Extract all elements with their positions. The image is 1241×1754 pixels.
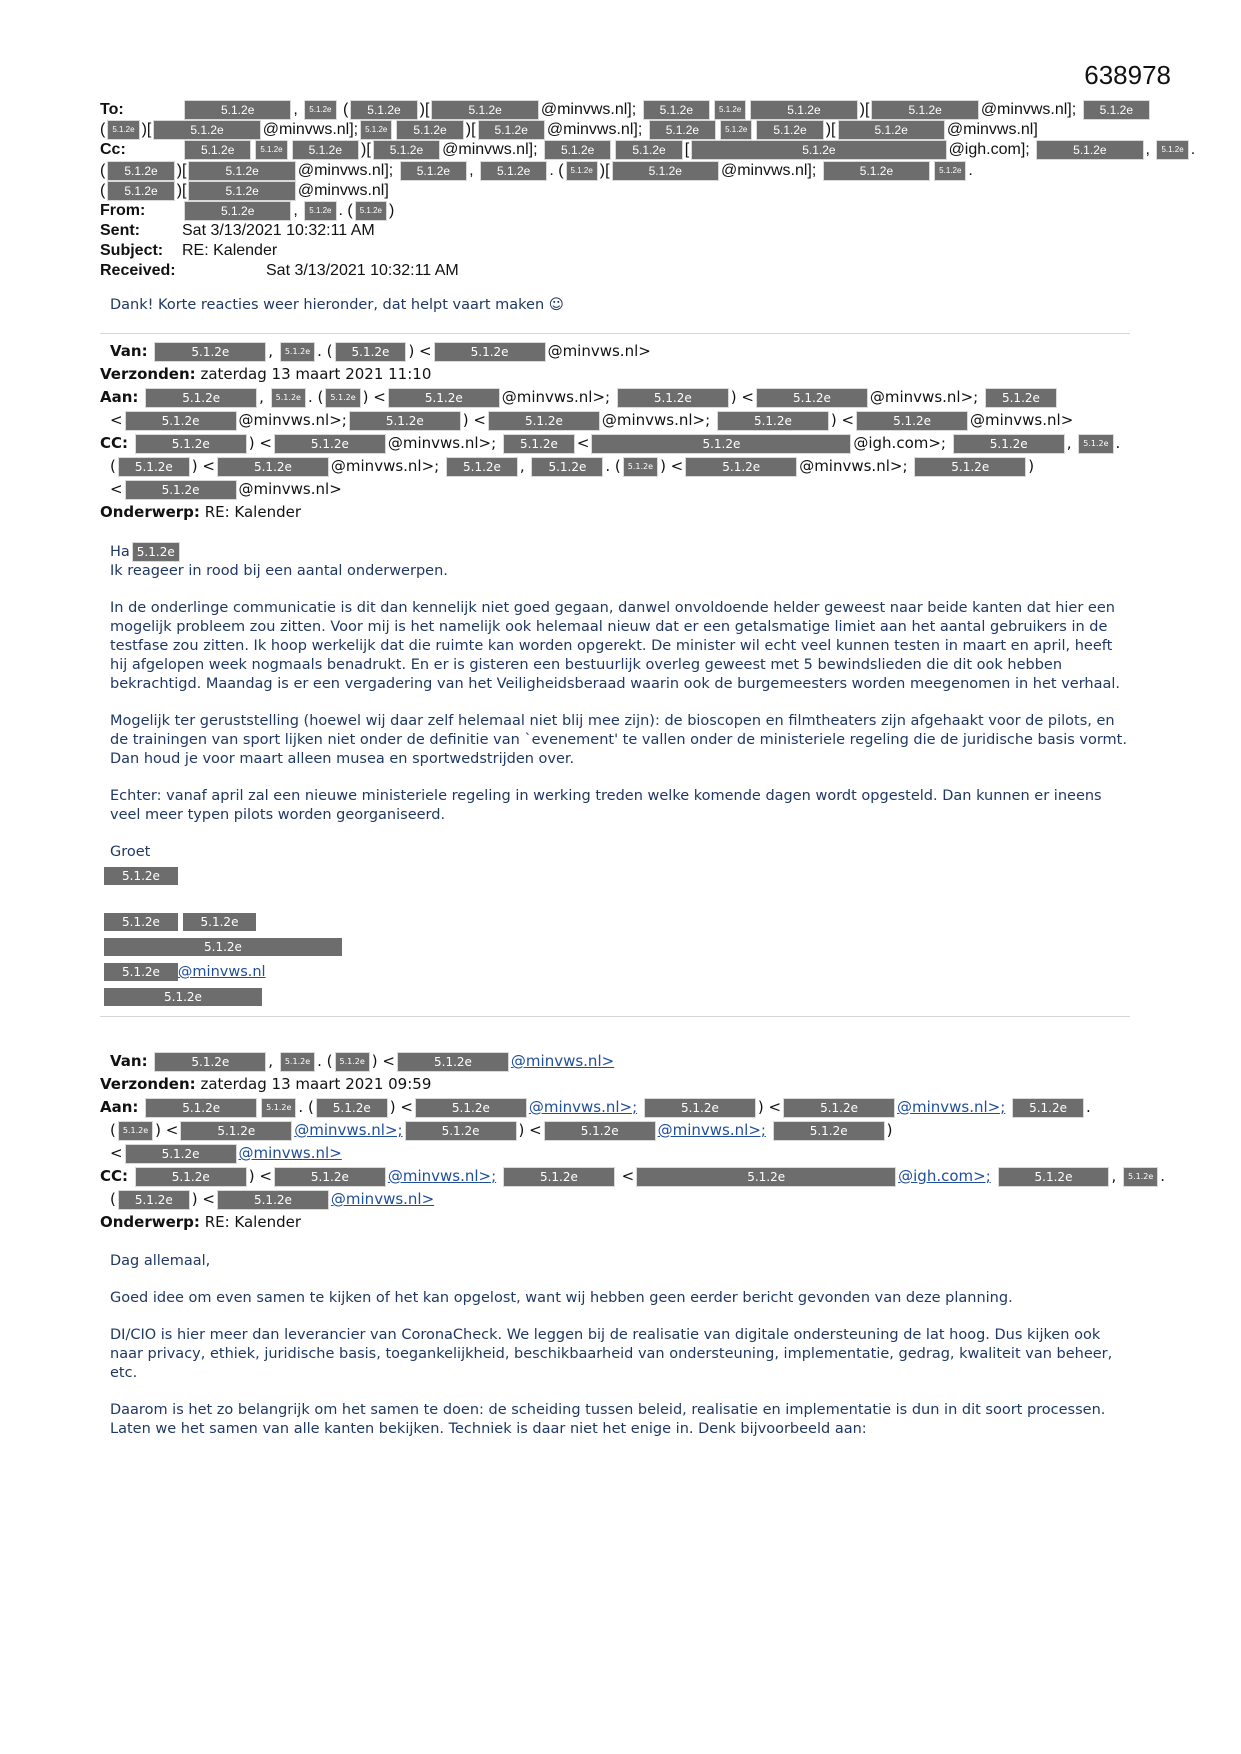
redaction-block: 5.1.2e xyxy=(184,201,291,221)
redaction-block: 5.1.2e xyxy=(104,988,262,1006)
redaction-block: 5.1.2e xyxy=(188,161,295,181)
redaction-block: 5.1.2e xyxy=(750,100,857,120)
addr-link[interactable]: @minvws.nl> xyxy=(510,1052,615,1070)
reply-body xyxy=(100,296,1130,338)
document-number: 638978 xyxy=(1084,60,1171,90)
redaction-block: 5.1.2e xyxy=(335,342,407,362)
addr-link[interactable]: @igh.com>; xyxy=(898,1167,991,1185)
redaction-block: 5.1.2e xyxy=(135,1167,247,1187)
redaction-block: 5.1.2e xyxy=(255,140,287,160)
verzonden-label: Verzonden: xyxy=(100,1075,196,1093)
redaction-block: 5.1.2e xyxy=(644,1098,756,1118)
paragraph: DI/CIO is hier meer dan leverancier van CoronaCheck. We leggen bij de realisatie van digitale ondersteuning de lat hoog. Dus kijken ook naar privacy, ethiek, juridische basis, toegankelijkheid, beschikbaarheid van ondersteuning, implementatie, gedrag, kwaliteit van beheer, etc. xyxy=(110,1327,1113,1381)
greeting: Dag allemaal, xyxy=(110,1253,211,1269)
signature xyxy=(104,865,1130,1008)
quoted-email-2 xyxy=(100,1050,1166,1457)
redaction-block: 5.1.2e xyxy=(480,161,547,181)
addr-text: @minvws.nl>; xyxy=(330,457,440,475)
redaction-block: 5.1.2e xyxy=(405,1121,517,1141)
redaction-block: 5.1.2e xyxy=(135,434,247,454)
closing: Groet xyxy=(110,844,151,860)
redaction-block: 5.1.2e xyxy=(316,1098,388,1118)
redaction-block: 5.1.2e xyxy=(773,1121,885,1141)
received-label: Received: xyxy=(100,262,176,280)
redaction-block: 5.1.2e xyxy=(274,434,386,454)
redaction-block: 5.1.2e xyxy=(107,181,174,201)
subject-row xyxy=(100,241,1120,261)
redaction-block: 5.1.2e xyxy=(145,388,257,408)
redaction-block: 5.1.2e xyxy=(636,1167,896,1187)
redaction-block: 5.1.2e xyxy=(914,457,1026,477)
domain-text: @minvws.nl] xyxy=(946,121,1038,139)
redaction-block: 5.1.2e xyxy=(415,1098,527,1118)
redaction-block: 5.1.2e xyxy=(1083,100,1150,120)
addr-text: @minvws.nl>; xyxy=(799,457,908,475)
paragraph: Goed idee om even samen te kijken of het kan opgelost, want wij hebben geen eerder bericht gevonden van deze planning. xyxy=(110,1290,1013,1306)
redaction-block: 5.1.2e xyxy=(118,1121,153,1141)
redaction-block: 5.1.2e xyxy=(685,457,797,477)
redaction-block: 5.1.2e xyxy=(107,120,139,140)
cc-label: CC: xyxy=(100,434,129,452)
addr-text: @minvws.nl> xyxy=(547,342,651,360)
from-label: From: xyxy=(100,202,146,220)
redaction-block: 5.1.2e xyxy=(104,938,342,956)
domain-text: @minvws.nl]; xyxy=(442,141,538,159)
aan-label: Aan: xyxy=(100,1098,139,1116)
redaction-block: 5.1.2e xyxy=(180,1121,292,1141)
redaction-block: 5.1.2e xyxy=(274,1167,386,1187)
redaction-block: 5.1.2e xyxy=(1078,434,1113,454)
addr-link[interactable]: @minvws.nl>; xyxy=(528,1098,638,1116)
divider xyxy=(100,333,1130,334)
verzonden-value: zaterdag 13 maart 2021 09:59 xyxy=(200,1075,432,1093)
redaction-block: 5.1.2e xyxy=(349,411,461,431)
paragraph: Ik reageer in rood bij een aantal onderwerpen. xyxy=(110,563,448,579)
redaction-block: 5.1.2e xyxy=(360,120,392,140)
redaction-block: 5.1.2e xyxy=(304,201,336,221)
redaction-block: 5.1.2e xyxy=(566,161,598,181)
redaction-block: 5.1.2e xyxy=(154,342,266,362)
redaction-block: 5.1.2e xyxy=(325,388,360,408)
redaction-block: 5.1.2e xyxy=(125,1144,237,1164)
cc-label: CC: xyxy=(100,1167,129,1185)
cc-row-cont: ( 5.1.2e )[ 5.1.2e @minvws.nl]; 5.1.2e , 5.1.2e . ( 5.1.2e )[ 5.1.2e @minvws.nl]; 5.1.2e 5.1.2e . xyxy=(100,161,973,179)
redaction-block: 5.1.2e xyxy=(531,457,603,477)
cc-row-cont2: ( 5.1.2e )[ 5.1.2e @minvws.nl] xyxy=(100,182,389,200)
redaction-block: 5.1.2e xyxy=(1012,1098,1084,1118)
redaction-block: 5.1.2e xyxy=(998,1167,1110,1187)
quoted-email-1 xyxy=(100,340,1130,1021)
redaction-block: 5.1.2e xyxy=(446,457,518,477)
redaction-block: 5.1.2e xyxy=(612,161,719,181)
addr-text: @igh.com>; xyxy=(853,434,946,452)
outer-email-header xyxy=(100,100,1196,281)
redaction-block: 5.1.2e xyxy=(373,140,440,160)
addr-text: @minvws.nl>; xyxy=(387,434,497,452)
domain-text: @igh.com]; xyxy=(948,141,1030,159)
redaction-block: 5.1.2e xyxy=(838,120,945,140)
greeting: Ha xyxy=(110,544,130,560)
addr-link[interactable]: @minvws.nl>; xyxy=(294,1121,403,1139)
signature-email-link[interactable]: @minvws.nl xyxy=(177,964,266,980)
verzonden-label: Verzonden: xyxy=(100,365,196,383)
domain-text: @minvws.nl] xyxy=(297,182,389,200)
redaction-block: 5.1.2e xyxy=(823,161,930,181)
redaction-block: 5.1.2e xyxy=(335,1052,370,1072)
addr-link[interactable]: @minvws.nl> xyxy=(238,1144,342,1162)
addr-link[interactable]: @minvws.nl>; xyxy=(896,1098,1006,1116)
addr-text: @minvws.nl>; xyxy=(869,388,979,406)
to-row: To: 5.1.2e , 5.1.2e ( 5.1.2e )[ 5.1.2e @minvws.nl]; 5.1.2e 5.1.2e 5.1.2e )[ 5.1.2e @minvws.nl]; 5.1.2e xyxy=(100,100,1120,120)
received-row xyxy=(100,261,1120,281)
onderwerp-label: Onderwerp: xyxy=(100,503,200,521)
redaction-block: 5.1.2e xyxy=(184,100,291,120)
redaction-block: 5.1.2e xyxy=(643,100,710,120)
redaction-block: 5.1.2e xyxy=(488,411,600,431)
redaction-block: 5.1.2e xyxy=(304,100,336,120)
redaction-block: 5.1.2e xyxy=(132,542,180,562)
redaction-block: 5.1.2e xyxy=(1156,140,1188,160)
redaction-block: 5.1.2e xyxy=(691,140,946,160)
redaction-block: 5.1.2e xyxy=(118,457,190,477)
paragraph: In de onderlinge communicatie is dit dan kennelijk niet goed gegaan, danwel onvoldoende helder geweest naar beide kanten dat hier een mogelijk probleem zou zitten. Voor mij is het namelijk ook helemaal nieuw dat er een getalsmatige limiet aan het aantal gebruikers in de testfase zou zitten. Ik hoop werkelijk dat die ruimte kan worden opgerekt. De minister wil echt veel kunnen testen in maart en april, heeft hij afgelopen week nogmaals benadrukt. En er is gisteren een bestuurlijk overleg geweest met 5 bewindslieden die dit ook hebben bekrachtigd. Maandag is er een vergadering van het Veiligheidsberaad waarin ook de burgemeesters worden meegenomen in het verhaal. xyxy=(110,600,1121,692)
redaction-block: 5.1.2e xyxy=(145,1098,257,1118)
redaction-block: 5.1.2e xyxy=(183,913,257,931)
redaction-block: 5.1.2e xyxy=(397,1052,509,1072)
redaction-block: 5.1.2e xyxy=(503,1167,615,1187)
cc-label: Cc: xyxy=(100,141,126,159)
onderwerp-label: Onderwerp: xyxy=(100,1213,200,1231)
redaction-block: 5.1.2e xyxy=(615,140,682,160)
redaction-block: 5.1.2e xyxy=(271,388,306,408)
redaction-block: 5.1.2e xyxy=(434,342,546,362)
to-row-cont: ( 5.1.2e )[ 5.1.2e @minvws.nl]; 5.1.2e 5.1.2e )[ 5.1.2e @minvws.nl]; 5.1.2e 5.1.2e 5.1.2e )[ 5.1.2e @minvws.nl] xyxy=(100,121,1038,139)
addr-text: @minvws.nl> xyxy=(970,411,1074,429)
sent-label: Sent: xyxy=(100,222,140,240)
to-label: To: xyxy=(100,101,124,118)
paragraph: Mogelijk ter geruststelling (hoewel wij daar zelf helemaal niet blij mee zijn): de bioscopen en filmtheaters zijn afgehaakt voor de pilots, en de trainingen van sport lijken niet onder de definitie van `evenement' te vallen onder de ministeriele regeling die de juridische basis vormt. Dan houd je voor maart alleen musea en sportwedstrijden over. xyxy=(110,713,1127,767)
redaction-block: 5.1.2e xyxy=(623,457,658,477)
redaction-block: 5.1.2e xyxy=(188,181,295,201)
redaction-block: 5.1.2e xyxy=(934,161,966,181)
redaction-block: 5.1.2e xyxy=(617,388,729,408)
van-label: Van: xyxy=(110,342,148,360)
domain-text: @minvws.nl]; xyxy=(540,101,637,119)
paragraph: Daarom is het zo belangrijk om het samen te doen: de scheiding tussen beleid, realisatie en implementatie is dun in dit soort processen. Laten we het samen van alle kanten bekijken. Techniek is daar niet het enige in. Denk bijvoorbeeld aan: xyxy=(110,1402,1106,1437)
domain-text: @minvws.nl]; xyxy=(720,161,817,179)
addr-text: @minvws.nl>; xyxy=(238,411,347,429)
redaction-block: 5.1.2e xyxy=(261,1098,296,1118)
paragraph: Echter: vanaf april zal een nieuwe ministeriele regeling in werking treden welke komende dagen wordt opgesteld. Dan kunnen er ineens veel meer typen pilots worden georganiseerd. xyxy=(110,788,1102,823)
redaction-block: 5.1.2e xyxy=(720,120,752,140)
divider xyxy=(100,1016,1130,1017)
redaction-block: 5.1.2e xyxy=(783,1098,895,1118)
domain-text: @minvws.nl]; xyxy=(297,161,394,179)
verzonden-value: zaterdag 13 maart 2021 11:10 xyxy=(200,365,432,383)
onderwerp-value: RE: Kalender xyxy=(204,503,301,521)
redaction-block: 5.1.2e xyxy=(125,480,237,500)
sent-value: Sat 3/13/2021 10:32:11 AM xyxy=(182,222,375,240)
onderwerp-value: RE: Kalender xyxy=(204,1213,301,1231)
redaction-block: 5.1.2e xyxy=(1123,1167,1158,1187)
aan-label: Aan: xyxy=(100,388,139,406)
redaction-block: 5.1.2e xyxy=(125,411,237,431)
redaction-block: 5.1.2e xyxy=(856,411,968,431)
redaction-block: 5.1.2e xyxy=(478,120,545,140)
subject-label: Subject: xyxy=(100,242,164,260)
redaction-block: 5.1.2e xyxy=(355,201,387,221)
redaction-block: 5.1.2e xyxy=(400,161,467,181)
reply-text: Dank! Korte reacties weer hieronder, dat helpt vaart maken ☺ xyxy=(110,297,564,313)
redaction-block: 5.1.2e xyxy=(217,457,329,477)
redaction-block: 5.1.2e xyxy=(184,140,251,160)
redaction-block: 5.1.2e xyxy=(350,100,417,120)
redaction-block: 5.1.2e xyxy=(396,120,463,140)
subject-value: RE: Kalender xyxy=(182,242,278,260)
addr-link[interactable]: @minvws.nl>; xyxy=(387,1167,497,1185)
domain-text: @minvws.nl]; xyxy=(546,121,643,139)
addr-text: @minvws.nl> xyxy=(238,480,342,498)
addr-text: @minvws.nl>; xyxy=(501,388,611,406)
addr-text: @minvws.nl>; xyxy=(601,411,711,429)
redaction-block: 5.1.2e xyxy=(280,1052,315,1072)
redaction-block: 5.1.2e xyxy=(107,161,174,181)
domain-text: @minvws.nl]; xyxy=(262,121,359,139)
domain-text: @minvws.nl]; xyxy=(980,101,1077,119)
redaction-block: 5.1.2e xyxy=(388,388,500,408)
redaction-block: 5.1.2e xyxy=(756,120,823,140)
redaction-block: 5.1.2e xyxy=(544,140,611,160)
van-label: Van: xyxy=(110,1052,148,1070)
received-value: Sat 3/13/2021 10:32:11 AM xyxy=(266,262,459,280)
quoted-header-1: Van: 5.1.2e , 5.1.2e . ( 5.1.2e ) < 5.1.2e @minvws.nl> Verzonden: zaterdag 13 maart 2021 11:10 Aan: 5.1.2e , 5.1.2e . ( 5.1.2e ) < 5.1.2e @minvws.nl>; 5.1.2e ) < 5.1.2e @minvws.nl>; 5.1.2e < 5.1.2e @minvws.nl>; 5.1.2e ) < 5.1.2e @minvws.nl>; 5.1.2e ) < 5.1.2e @minvws.nl> CC: 5.1.2e ) < 5.1.2e @minvws.nl>; 5.1.2e < 5.1.2e @igh.com>; 5.1.2e , 5.1.2e . ( 5.1.2e ) < 5.1.2e @minvws.nl>; 5.1.2e , 5.1.2e . ( 5.1.2e ) < 5.1.2e @minvws.nl>; 5.1.2e ) < 5.1.2e @minvws.nl> Onderwerp: RE: Kalender xyxy=(100,342,1121,521)
redaction-block: 5.1.2e xyxy=(871,100,978,120)
redaction-block: 5.1.2e xyxy=(544,1121,656,1141)
cc-row: Cc: 5.1.2e 5.1.2e 5.1.2e )[ 5.1.2e @minvws.nl]; 5.1.2e 5.1.2e [ 5.1.2e @igh.com]; 5.1.2e , 5.1.2e . xyxy=(100,141,1196,159)
redaction-block: 5.1.2e xyxy=(985,388,1057,408)
quoted-header-2: Van: 5.1.2e , 5.1.2e . ( 5.1.2e ) < 5.1.2e @minvws.nl> Verzonden: zaterdag 13 maart 2021 09:59 Aan: 5.1.2e 5.1.2e . ( 5.1.2e ) < 5.1.2e @minvws.nl>; 5.1.2e ) < 5.1.2e @minvws.nl>; 5.1.2e . ( 5.1.2e ) < 5.1.2e @minvws.nl>; 5.1.2e ) < 5.1.2e @minvws.nl>; 5.1.2e ) < 5.1.2e @minvws.nl> CC: 5.1.2e ) < 5.1.2e @minvws.nl>; 5.1.2e < 5.1.2e @igh.com>; 5.1.2e , 5.1.2e . ( 5.1.2e ) < 5.1.2e @minvws.nl> Onderwerp: RE: Kalender xyxy=(100,1052,1166,1231)
redaction-block: 5.1.2e xyxy=(280,342,315,362)
redaction-block: 5.1.2e xyxy=(431,100,538,120)
sent-row xyxy=(100,221,1120,241)
from-row: From: 5.1.2e , 5.1.2e . ( 5.1.2e ) xyxy=(100,202,395,220)
redaction-block: 5.1.2e xyxy=(714,100,746,120)
redaction-block: 5.1.2e xyxy=(104,867,178,885)
redaction-block: 5.1.2e xyxy=(153,120,260,140)
redaction-block: 5.1.2e xyxy=(1036,140,1143,160)
redaction-block: 5.1.2e xyxy=(649,120,716,140)
redaction-block: 5.1.2e xyxy=(591,434,851,454)
redaction-block: 5.1.2e xyxy=(154,1052,266,1072)
redaction-block: 5.1.2e xyxy=(217,1190,329,1210)
addr-link[interactable]: @minvws.nl> xyxy=(330,1190,435,1208)
redaction-block: 5.1.2e xyxy=(717,411,829,431)
redaction-block: 5.1.2e xyxy=(104,913,178,931)
redaction-block: 5.1.2e xyxy=(292,140,359,160)
redaction-block: 5.1.2e xyxy=(756,388,868,408)
redaction-block: 5.1.2e xyxy=(118,1190,190,1210)
redaction-block: 5.1.2e xyxy=(104,963,178,981)
addr-link[interactable]: @minvws.nl>; xyxy=(657,1121,766,1139)
redaction-block: 5.1.2e xyxy=(503,434,575,454)
redaction-block: 5.1.2e xyxy=(953,434,1065,454)
